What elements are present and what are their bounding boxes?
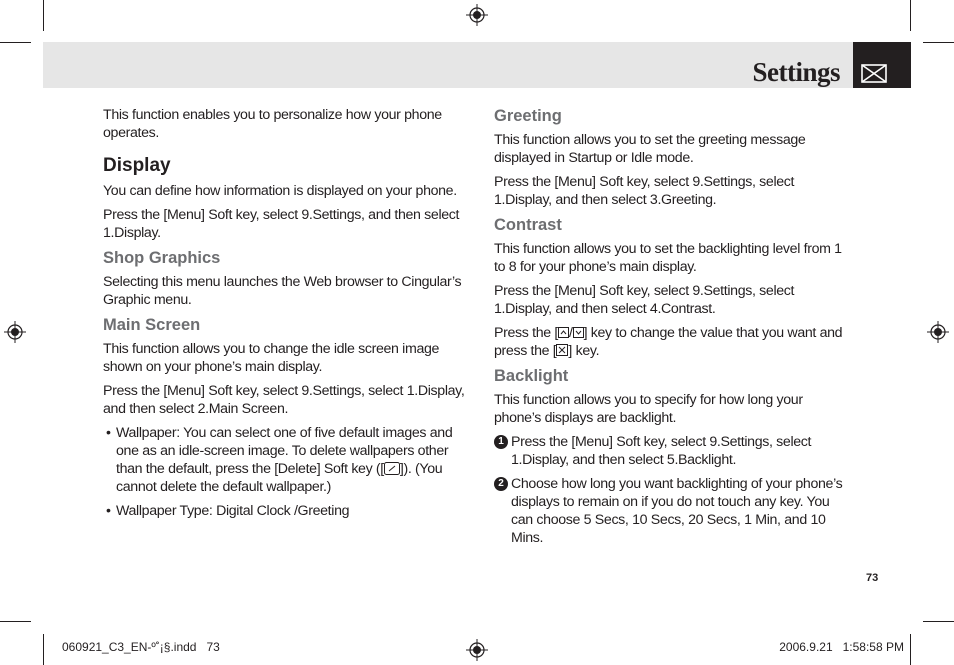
list-item (103, 424, 467, 496)
crop-mark (910, 0, 911, 31)
text-run: / (568, 325, 573, 341)
step-number: 1 (494, 435, 508, 449)
paragraph: You can define how information is displayed on your phone. (103, 183, 457, 199)
paragraph: This function allows you to set the greeting message displayed in Startup or Idle mode. (494, 132, 806, 166)
step-number: 2 (494, 477, 508, 491)
crop-mark (0, 42, 31, 43)
slug-filename: 060921_C3_EN-º˚¡§.indd 73 (62, 640, 220, 654)
crop-mark (0, 621, 31, 622)
subheading-greeting: Greeting (494, 107, 562, 125)
crop-mark (923, 621, 954, 622)
list-item (494, 475, 850, 547)
bullet-text: ]). (You cannot delete the default wallpaper.) (116, 461, 443, 495)
paragraph: Press the [Menu] Soft key, select 9.Settings, select 1.Display, and then select 2.Main Screen. (103, 383, 465, 417)
step-text: Press the [Menu] Soft key, select 9.Settings, select 1.Display, and then select 5.Backlight. (511, 434, 812, 468)
page-number: 73 (866, 572, 879, 584)
registration-mark-icon (927, 321, 949, 343)
bullet-mark: • (106, 425, 111, 441)
subheading-main-screen: Main Screen (103, 316, 201, 334)
page-title: Settings (752, 57, 840, 87)
left-column (103, 106, 467, 526)
crop-mark (923, 42, 954, 43)
paragraph (494, 324, 850, 360)
paragraph: Selecting this menu launches the Web browser to Cingular’s Graphic menu. (103, 274, 462, 308)
right-column (494, 106, 850, 553)
paragraph: Press the [Menu] Soft key, select 9.Settings, select 1.Display, and then select 3.Greeting. (494, 174, 795, 208)
paragraph: Press the [Menu] Soft key, select 9.Settings, and then select 1.Display. (103, 207, 460, 241)
step-text: Choose how long you want backlighting of your phone’s displays to remain on if you do not touch any key. You can choose 5 Secs, 10 Secs, 20 Secs, 1 Min, and 10 Mins. (511, 476, 843, 546)
paragraph: This function allows you to set the backlighting level from 1 to 8 for your phone’s main display. (494, 241, 842, 275)
slug-timestamp: 2006.9.21 1:58:58 PM (779, 640, 904, 654)
section-heading-display: Display (103, 155, 171, 176)
bullet-mark: • (106, 503, 111, 519)
crop-mark (43, 634, 44, 665)
subheading-backlight: Backlight (494, 367, 569, 385)
volume-down-key-icon (573, 327, 584, 338)
registration-mark-icon (466, 4, 488, 26)
crop-mark (910, 634, 911, 665)
subheading-shop-graphics: Shop Graphics (103, 249, 221, 267)
ok-key-icon (556, 344, 568, 356)
chapter-tab (853, 42, 911, 88)
envelope-icon (861, 64, 887, 83)
registration-mark-icon (4, 321, 26, 343)
volume-up-key-icon (558, 327, 569, 338)
list-item (103, 502, 467, 520)
registration-mark-icon (466, 639, 488, 661)
crop-mark (43, 0, 44, 31)
bullet-text: Wallpaper: You can select one of five default images and one as an idle-screen image. To delete wallpapers other than the default, press the [Delete] Soft key ([ (116, 425, 453, 477)
subheading-contrast: Contrast (494, 216, 562, 234)
text-run: Press the [ (494, 325, 558, 341)
soft-key-icon (384, 462, 400, 475)
paragraph: This function allows you to specify for how long your phone’s displays are backlight. (494, 392, 803, 426)
list-item (494, 433, 850, 469)
header-band (43, 42, 853, 88)
paragraph: This function allows you to change the idle screen image shown on your phone’s main display. (103, 341, 440, 375)
bullet-text: Wallpaper Type: Digital Clock /Greeting (116, 503, 350, 519)
text-run: ] key to change the value that you want and press the [ (494, 325, 843, 359)
text-run: ] key. (568, 343, 600, 359)
paragraph: Press the [Menu] Soft key, select 9.Settings, select 1.Display, and then select 4.Contrast. (494, 283, 795, 317)
intro-paragraph: This function enables you to personalize how your phone operates. (103, 107, 442, 141)
